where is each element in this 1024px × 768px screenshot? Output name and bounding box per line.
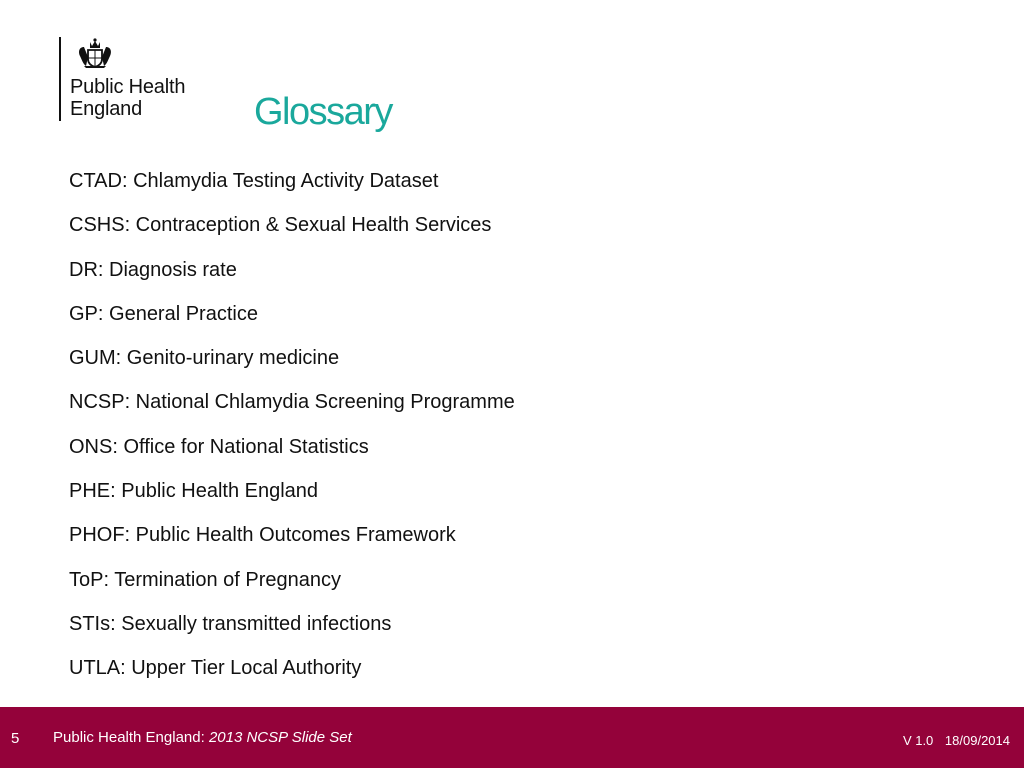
logo-divider	[59, 37, 61, 121]
phe-logo	[59, 37, 219, 127]
glossary-item: GP: General Practice	[69, 302, 258, 325]
footer-title	[53, 729, 352, 747]
glossary-item: NCSP: National Chlamydia Screening Programme	[69, 391, 515, 414]
version-date: 18/09/2014	[944, 733, 1010, 748]
footer-deck-name: 2013 NCSP Slide Set	[208, 729, 352, 746]
logo-line-2: England	[70, 98, 142, 120]
version-info	[903, 733, 1010, 749]
glossary-item: GUM: Genito-urinary medicine	[69, 347, 340, 370]
glossary-item: PHE: Public Health England	[69, 480, 319, 503]
logo-line-1: Public Health	[70, 76, 186, 98]
glossary-item: ONS: Office for National Statistics	[69, 435, 369, 458]
glossary-list	[69, 159, 515, 691]
logo-wordmark	[70, 76, 185, 120]
royal-crest-icon	[76, 37, 114, 69]
page-title: Glossary	[254, 91, 392, 133]
glossary-item: DR: Diagnosis rate	[69, 258, 237, 281]
footer-bar	[0, 707, 1024, 768]
glossary-item: CTAD: Chlamydia Testing Activity Dataset	[69, 170, 439, 192]
glossary-item: ToP: Termination of Pregnancy	[69, 568, 342, 591]
footer-organisation: Public Health England:	[53, 729, 205, 746]
glossary-item: CSHS: Contraception & Sexual Health Services	[69, 214, 492, 237]
version-number: V 1.0	[902, 733, 934, 748]
slide-number: 5	[11, 730, 20, 747]
glossary-item: UTLA: Upper Tier Local Authority	[69, 657, 362, 680]
glossary-item: STIs: Sexually transmitted infections	[69, 612, 392, 635]
glossary-item: PHOF: Public Health Outcomes Framework	[69, 524, 456, 547]
